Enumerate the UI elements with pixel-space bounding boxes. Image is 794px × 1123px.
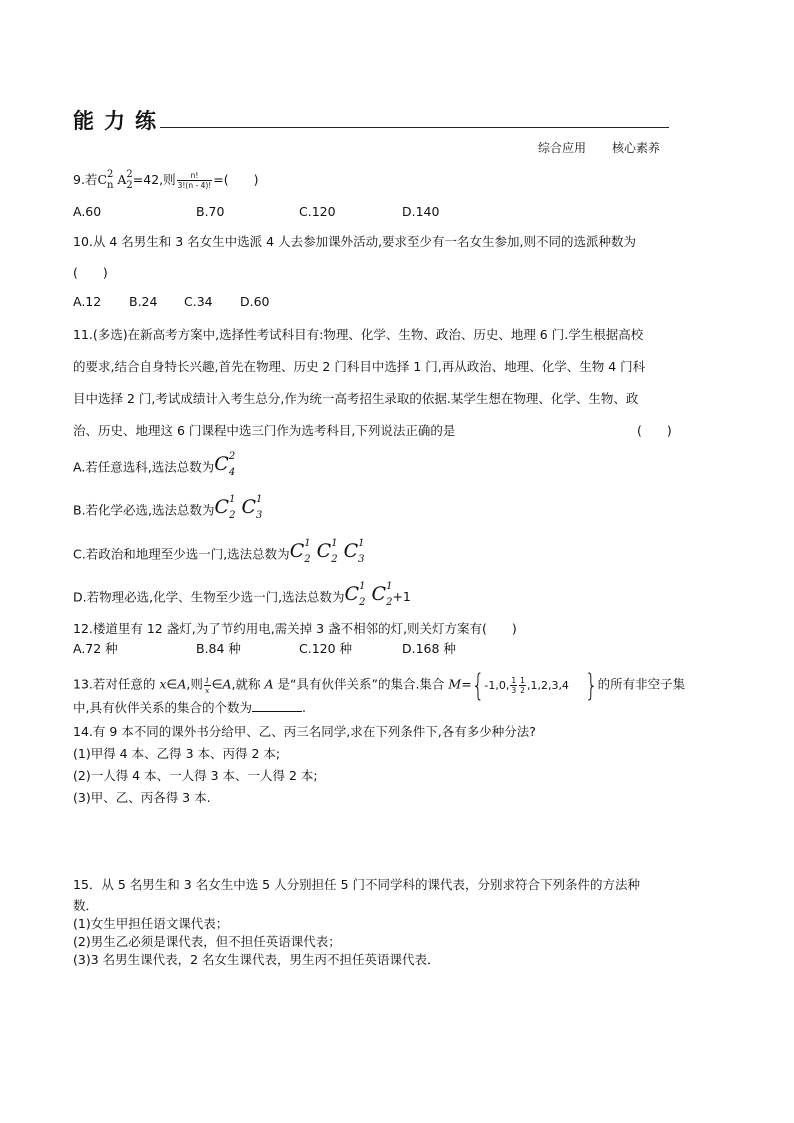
q9-stem: [73, 170, 259, 190]
q15-item-1: (1)女生甲担任语文课代表；: [73, 916, 229, 931]
q12-option-b: B.84 种: [196, 641, 241, 656]
q11-option-a: A.若任意选科,选法总数为$C^2$ 4: [73, 450, 236, 478]
q10-option-c: C.34: [184, 294, 213, 309]
q9-option-a: A.60: [73, 204, 102, 219]
q10-stem-line1: 10.从 4 名男生和 3 名女生中选派 4 人去参加课外活动,要求至少有一名女生参加,则不同的选派种数为: [73, 234, 637, 249]
q9-option-b: B.70: [196, 204, 225, 219]
q11-stem-line1: 11.(多选)在新高考方案中,选择性考试科目有:物理、化学、生物、政治、历史、地理 6 门.学生根据高校: [73, 327, 644, 342]
q12-option-c: C.120 种: [299, 641, 353, 656]
q13-stem-line2: 中,具有伙伴关系的集合的个数为 .: [73, 700, 306, 715]
q11-option-c: C.若政治和地理至少选一门,选法总数为$C^1$ 2 $C^1$ 2 $C^1$ 3: [73, 537, 365, 565]
q9-mid: =42,则: [132, 172, 176, 187]
q9-combination: $C^2$ n $A^2$ 2: [97, 168, 133, 191]
q11-stem-line4: 治、历史、地理这 6 门课程中选三门作为选考科目,下列说法正确的是: [73, 423, 456, 438]
q14-stem: 14.有 9 本不同的课外书分给甲、乙、丙三名同学,求在下列条件下,各有多少种分法?: [73, 724, 536, 739]
title-underline: [160, 127, 669, 128]
q9-fraction: $\frac{n!}{3!(n - 4)!}$: [177, 171, 212, 190]
q12-option-d: D.168 种: [402, 641, 456, 656]
q10-option-b: B.24: [129, 294, 158, 309]
q11-option-d: D.若物理必选,化学、生物至少选一门,选法总数为$C^1$ 2 $C^1$ 2 +1: [73, 580, 411, 608]
q10-option-a: A.12: [73, 294, 102, 309]
q15-item-2: (2)男生乙必须是课代表，但不担任英语课代表；: [73, 934, 341, 949]
section-title: 能力练: [73, 109, 166, 133]
q13-stem-line1: 13.若对任意的 x∈A,则 $\frac{1}{x}$ ∈A,就称 A 是“具有伙伴关系”的集合.集合 M={-1,0, $\frac{1}{3}$ $\frac{1}{2}$ ,1,2,3,4 }的所有非空子集: [73, 667, 686, 703]
q11-answer-paren: ( ): [637, 423, 672, 438]
q11-stem-line2: 的要求,结合自身特长兴趣,首先在物理、历史 2 门科目中选择 1 门,再从政治、地理、化学、生物 4 门科: [73, 359, 646, 374]
q9-prefix: 9.若: [73, 172, 98, 187]
q14-item-1: (1)甲得 4 本、乙得 3 本、丙得 2 本;: [73, 746, 281, 761]
q9-option-d: D.140: [402, 204, 440, 219]
q12-stem: 12.楼道里有 12 盏灯,为了节约用电,需关掉 3 盏不相邻的灯,则关灯方案有( ): [73, 621, 517, 636]
q11-option-b: B.若化学必选,选法总数为$C^1$ 2 $C^1$ 3: [73, 493, 263, 521]
q11-option-a-formula: $C^2$ 4: [214, 450, 236, 478]
q11-option-b-formula: $C^1$ 2 $C^1$ 3: [214, 493, 263, 521]
q15-item-3: (3)3 名男生课代表，2 名女生课代表，男生丙不担任英语课代表．: [73, 952, 440, 967]
q10-stem-line2: ( ): [73, 265, 108, 280]
q15-stem-line1: 15．从 5 名男生和 3 名女生中选 5 人分别担任 5 门不同学科的课代表，分别求符合下列条件的方法种: [73, 877, 641, 892]
q15-stem-line2: 数．: [73, 898, 99, 913]
q11-option-d-formula: $C^1$ 2 $C^1$ 2: [344, 580, 393, 608]
q11-stem-line3: 目中选择 2 门,考试成绩计入考生总分,作为统一高考招生录取的依据.某学生想在物理、化学、生物、政: [73, 391, 639, 406]
q13-set-elements: -1,0, $\frac{1}{3}$ $\frac{1}{2}$ ,1,2,3,4: [484, 676, 569, 695]
q13-answer-blank[interactable]: [252, 699, 302, 712]
q11-option-c-formula: $C^1$ 2 $C^1$ 2 $C^1$ 3: [289, 537, 365, 565]
q14-item-2: (2)一人得 4 本、一人得 3 本、一人得 2 本;: [73, 768, 318, 783]
q9-suffix: =( ): [213, 172, 259, 187]
q9-option-c: C.120: [299, 204, 336, 219]
subtitle-applications: 综合应用: [538, 141, 587, 155]
q14-item-3: (3)甲、乙、丙各得 3 本.: [73, 790, 211, 805]
subtitle-literacy: 核心素养: [612, 141, 661, 155]
q12-option-a: A.72 种: [73, 641, 118, 656]
q10-option-d: D.60: [240, 294, 270, 309]
